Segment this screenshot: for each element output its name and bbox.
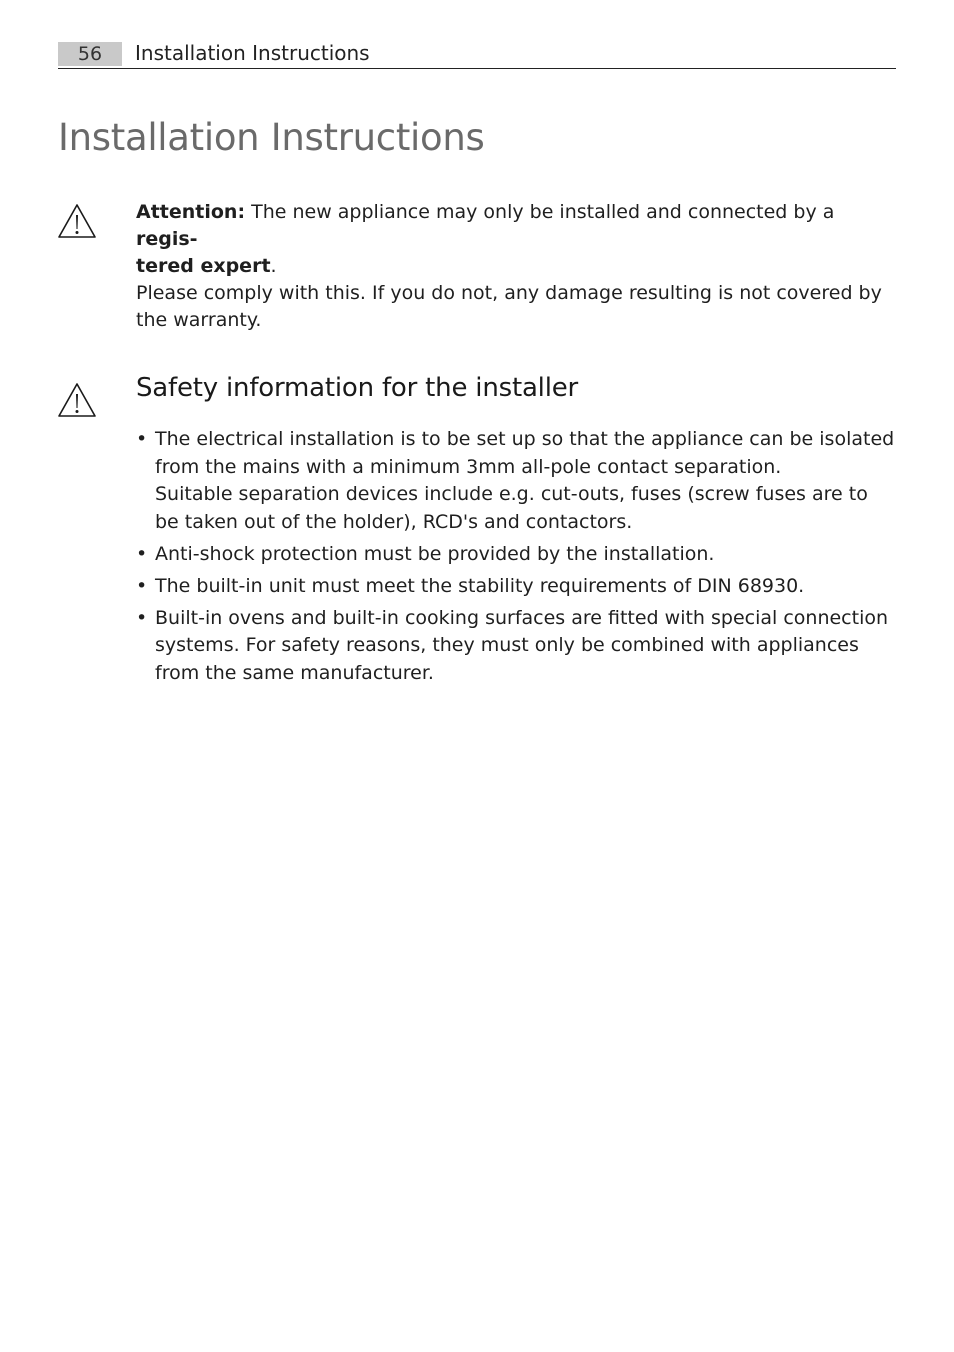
list-item: [136, 573, 896, 601]
list-item-text: Anti-shock protection must be provided by the installation.: [155, 542, 715, 565]
running-header: [58, 40, 896, 69]
attention-paragraph: [136, 199, 896, 280]
attention-notice: [136, 199, 896, 334]
list-item: [136, 605, 896, 688]
attention-text-end: .: [270, 255, 277, 277]
bullet-icon: •: [136, 428, 148, 450]
page-number: 56: [58, 42, 122, 66]
bullet-icon: •: [136, 542, 148, 565]
list-item: [136, 426, 896, 536]
attention-text: The new appliance may only be installed and connected by a: [245, 201, 835, 223]
list-item-text: The electrical installation is to be set up so that the appliance can be isolated from the mains with a minimum 3mm all-pole contact separation.: [155, 428, 895, 478]
page-title: Installation Instructions: [58, 116, 485, 159]
running-title: Installation Instructions: [135, 41, 370, 65]
registered-expert-term: regis- tered expert: [136, 228, 271, 277]
section-heading: Safety information for the installer: [136, 373, 579, 403]
list-item-text: The built-in unit must meet the stability requirements of DIN 68930.: [155, 574, 805, 597]
warning-triangle-icon: [57, 382, 97, 418]
list-item-text: Built-in ovens and built-in cooking surfaces are fitted with special connection systems. For safety reasons, they must only be combined with appliances from the same manufacturer.: [155, 606, 889, 684]
warning-triangle-icon: [57, 203, 97, 239]
list-item-extra: Suitable separation devices include e.g. cut-outs, fuses (screw fuses are to be taken out of the holder), RCD's and contactors.: [155, 483, 868, 533]
warranty-note: Please comply with this. If you do not, any damage resulting is not covered by the warranty.: [136, 282, 882, 331]
safety-bullet-list: [136, 426, 896, 692]
attention-label: Attention:: [136, 201, 246, 223]
bullet-icon: •: [136, 606, 148, 629]
bullet-icon: •: [136, 574, 148, 597]
list-item: [136, 541, 896, 569]
